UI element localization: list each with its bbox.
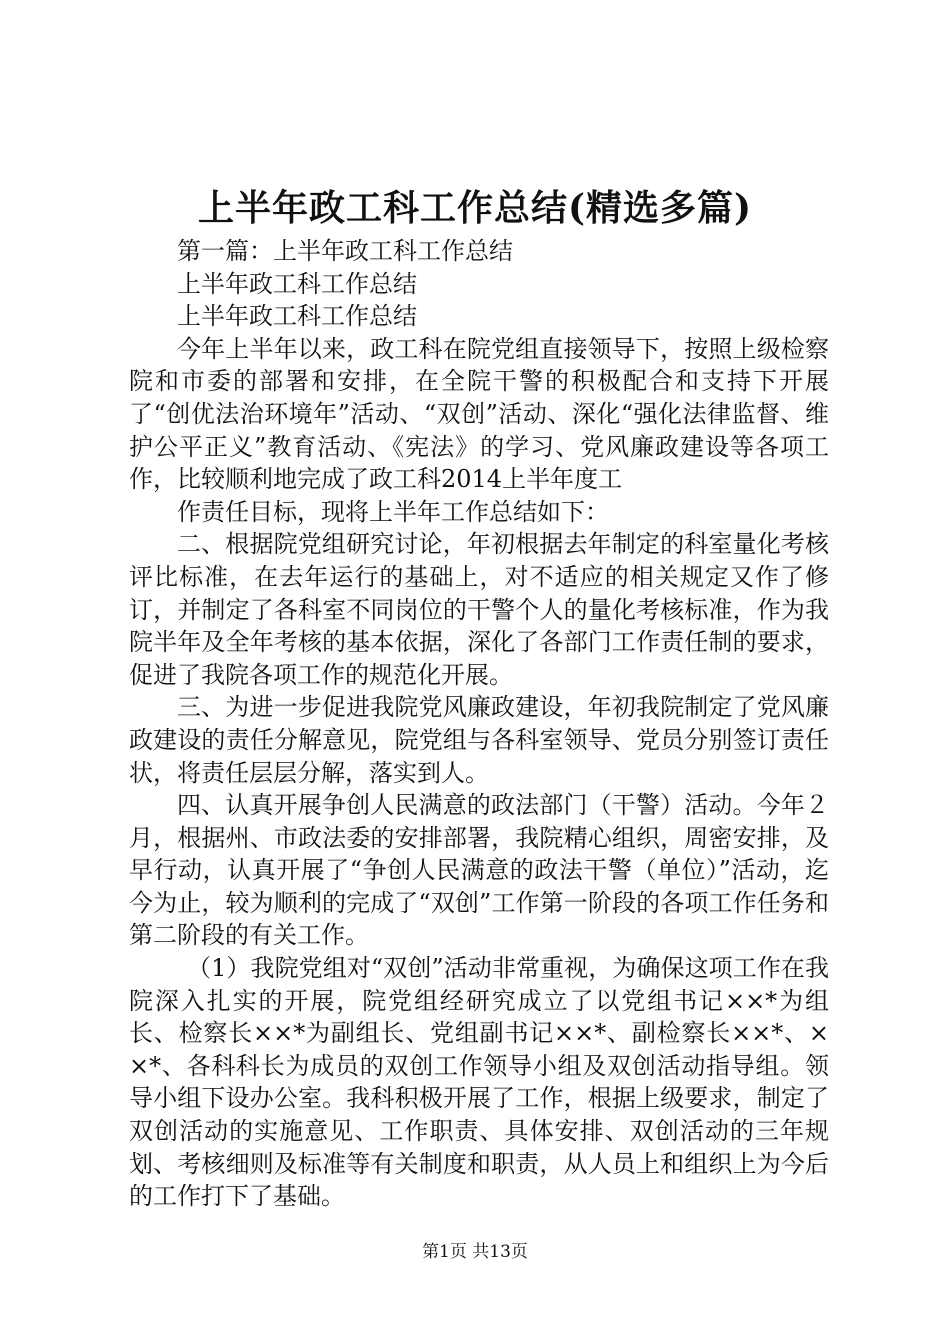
- subtitle-line: 上半年政工科工作总结: [177, 269, 417, 298]
- subtitle-line: 上半年政工科工作总结: [177, 302, 417, 331]
- body-paragraph: 今年上半年以来，政工科在院党组直接领导下，按照上级检察院和市委的部署和安排，在全院干警的积极配合和支持下开展了“创优法治环境年”活动、“双创”活动、深化“强化法律监督、维护公平正义”教育活动、《宪法》的学习、党风廉政建设等各项工作，比较顺利地完成了政工科2014上半年度工: [129, 334, 829, 494]
- body-paragraph: （1）我院党组对“双创”活动非常重视，为确保这项工作在我院深入扎实的开展，院党组经研究成立了以党组书记××*为组长、检察长××*为副组长、党组副书记××*、副检察长××*、××*、各科科长为成员的双创工作领导小组及双创活动指导组。领导小组下设办公室。我科积极开展了工作，根据上级要求，制定了双创活动的实施意见、工作职责、具体安排、双创活动的三年规划、考核细则及标准等有关制度和职责，从人员上和组织上为今后的工作打下了基础。: [129, 954, 829, 1211]
- document-title: 上半年政工科工作总结(精选多篇): [197, 187, 753, 229]
- section-heading: 第一篇：上半年政工科工作总结: [177, 237, 513, 265]
- document-body: [129, 235, 829, 1213]
- body-paragraph: 三、为进一步促进我院党风廉政建设，年初我院制定了党风廉政建设的责任分解意见，院党组与各科室领导、党员分别签订责任状，将责任层层分解，落实到人。: [129, 693, 829, 787]
- body-paragraph: 作责任目标，现将上半年工作总结如下：: [177, 497, 609, 526]
- body-paragraph: 四、认真开展争创人民满意的政法部门（干警）活动。今年２月，根据州、市政法委的安排部署，我院精心组织，周密安排，及早行动，认真开展了“争创人民满意的政法干警（单位）”活动，迄今为止，较为顺利的完成了“双创”工作第一阶段的各项工作任务和第二阶段的有关工作。: [129, 791, 829, 950]
- body-paragraph: 二、根据院党组研究讨论，年初根据去年制定的科室量化考核评比标准，在去年运行的基础上，对不适应的相关规定又作了修订，并制定了各科室不同岗位的干警个人的量化考核标准，作为我院半年及全年考核的基本依据，深化了各部门工作责任制的要求，促进了我院各项工作的规范化开展。: [129, 530, 829, 689]
- page-footer: 第1页 共13页: [422, 1242, 528, 1262]
